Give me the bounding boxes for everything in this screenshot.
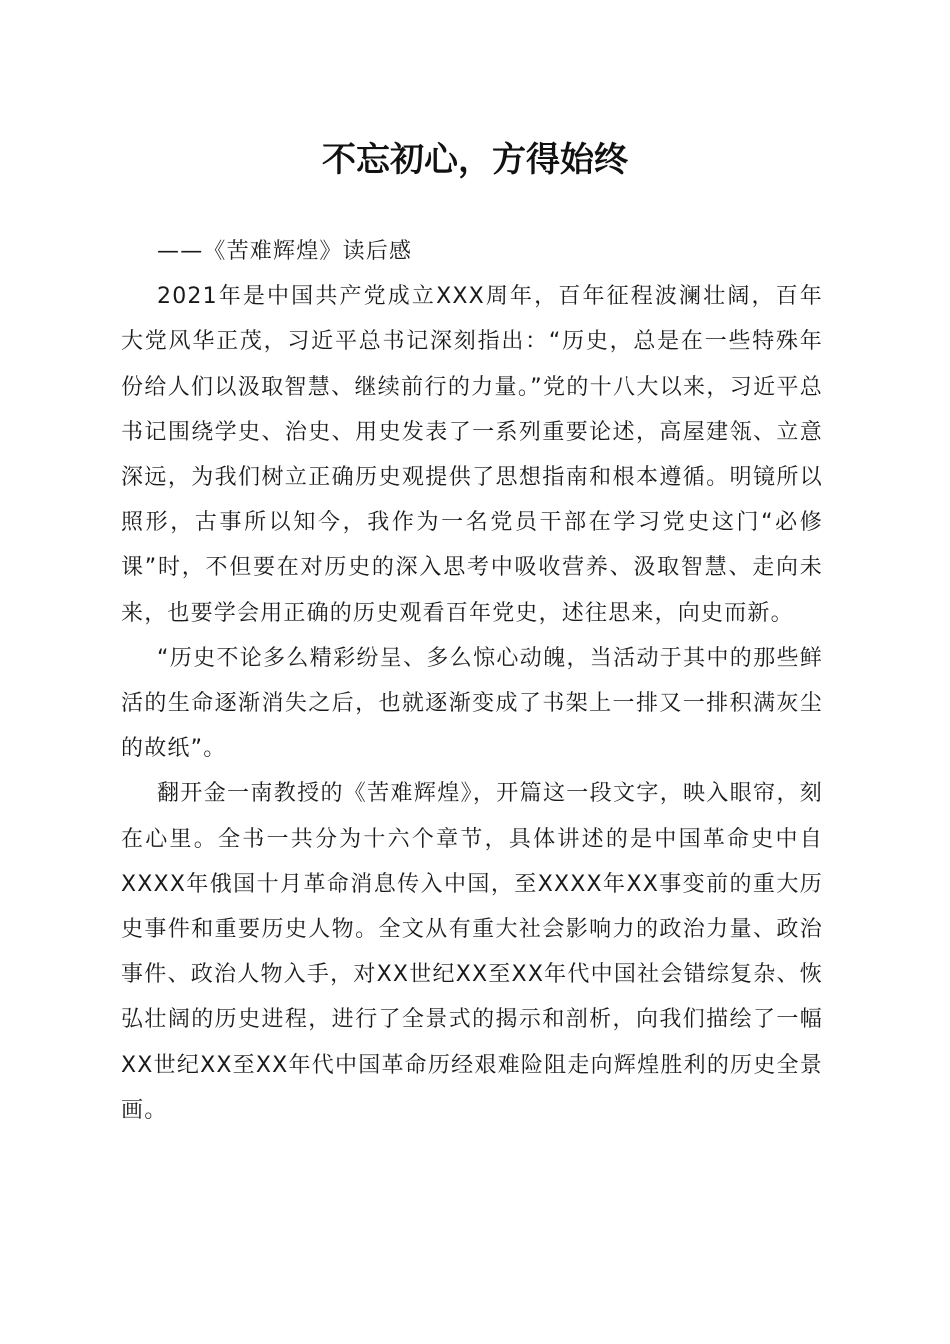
document-body	[121, 229, 823, 1133]
document-subtitle: ——《苦难辉煌》读后感	[157, 239, 413, 264]
paragraph-2: “历史不论多么精彩纷呈、多么惊心动魄，当活动于其中的那些鲜活的生命逐渐消失之后，也就逐渐变成了书架上一排又一排积满灰尘的故纸”。	[121, 645, 823, 762]
paragraph-1: 2021年是中国共产党成立XXX周年，百年征程波澜壮阔，百年大党风华正茂，习近平总书记深刻指出：“历史，总是在一些特殊年份给人们以汲取智慧、继续前行的力量。”党的十八大以来，习近平总书记围绕学史、治史、用史发表了一系列重要论述，高屋建瓴、立意深远，为我们树立正确历史观提供了思想指南和根本遵循。明镜所以照形，古事所以知今，我作为一名党员干部在学习党史这门“必修课”时，不但要在对历史的深入思考中吸收营养、汲取智慧、走向未来，也要学会用正确的历史观看百年党史，述往思来，向史而新。	[121, 284, 823, 626]
paragraph-3: 翻开金一南教授的《苦难辉煌》，开篇这一段文字，映入眼帘，刻在心里。全书一共分为十六个章节，具体讲述的是中国革命史中自XXXX年俄国十月革命消息传入中国，至XXXX年XX事变前的重大历史事件和重要历史人物。全文从有重大社会影响力的政治力量、政治事件、政治人物入手，对XX世纪XX至XX年代中国社会错综复杂、恢弘壮阔的历史进程，进行了全景式的揭示和剖析，向我们描绘了一幅XX世纪XX至XX年代中国革命历经艰难险阻走向辉煌胜利的历史全景画。	[121, 781, 823, 1123]
document-title: 不忘初心，方得始终	[322, 140, 628, 180]
